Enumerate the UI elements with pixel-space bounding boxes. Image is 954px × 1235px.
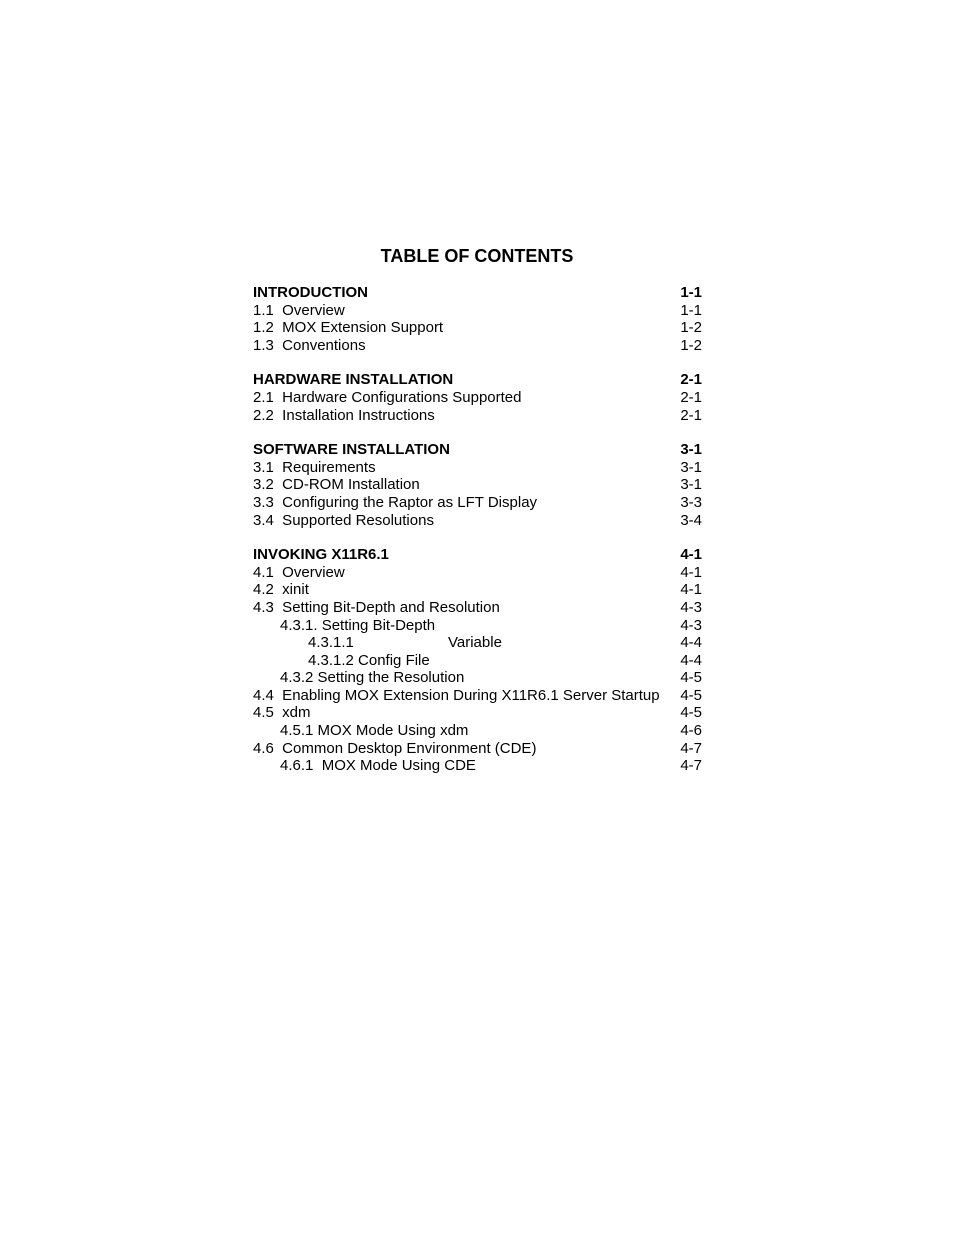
toc-heading-page: 2-1 bbox=[680, 371, 702, 389]
toc-entry[interactable] bbox=[253, 389, 702, 407]
toc-heading-label: SOFTWARE INSTALLATION bbox=[253, 441, 450, 459]
toc-entry-page: 4-3 bbox=[680, 616, 702, 634]
toc-heading-page: 4-1 bbox=[680, 546, 702, 564]
toc-entry-label: 3.1 Requirements bbox=[253, 458, 376, 476]
toc-entry-page: 3-3 bbox=[680, 493, 702, 511]
toc-heading-page: 1-1 bbox=[680, 284, 702, 301]
toc-entry-label: 3.4 Supported Resolutions bbox=[253, 511, 434, 529]
toc-entry-label: 1.1 Overview bbox=[253, 301, 345, 319]
toc-entry[interactable] bbox=[253, 302, 702, 320]
toc-section-hardware-installation bbox=[253, 371, 702, 424]
toc-entry-page: 1-2 bbox=[680, 319, 702, 337]
toc-entry-page: 2-1 bbox=[680, 406, 702, 424]
toc-entry-label bbox=[253, 634, 502, 652]
toc-entry-label: 4.1 Overview bbox=[253, 563, 345, 581]
toc-entry-page: 4-4 bbox=[680, 634, 702, 652]
toc-entry-label: 4.2 xinit bbox=[253, 581, 309, 599]
toc-entry[interactable] bbox=[253, 687, 702, 705]
toc-entry[interactable] bbox=[253, 581, 702, 599]
toc-entry[interactable] bbox=[253, 476, 702, 494]
toc-entry-label: 1.2 MOX Extension Support bbox=[253, 319, 444, 337]
toc-entry[interactable] bbox=[253, 494, 702, 512]
toc-entry-page: 4-4 bbox=[680, 651, 702, 669]
toc-entry-label: 4.6.1 MOX Mode Using CDE bbox=[280, 757, 476, 775]
toc-subentry[interactable] bbox=[253, 757, 702, 775]
toc-entry-label-extra: Variable bbox=[448, 634, 502, 652]
toc-heading[interactable] bbox=[253, 371, 702, 389]
toc-entry-number: 4.3.1.1 bbox=[308, 634, 354, 652]
toc-entry[interactable] bbox=[253, 599, 702, 617]
toc-section-introduction bbox=[253, 284, 702, 354]
toc-entry[interactable] bbox=[253, 740, 702, 758]
toc-entry[interactable] bbox=[253, 407, 702, 425]
toc-entry-label: 2.1 Hardware Configurations Supported bbox=[253, 388, 522, 406]
toc-entry-label: 3.2 CD-ROM Installation bbox=[253, 476, 420, 494]
toc-entry-label: 4.5.1 MOX Mode Using xdm bbox=[280, 722, 469, 740]
toc-entry-page: 1-2 bbox=[680, 336, 702, 354]
toc-entry-label: 4.5 xdm bbox=[253, 704, 311, 722]
table-of-contents bbox=[253, 284, 702, 792]
toc-entry-page: 1-1 bbox=[680, 301, 702, 319]
toc-subentry[interactable] bbox=[253, 669, 702, 687]
toc-heading[interactable] bbox=[253, 441, 702, 459]
toc-entry-page: 4-3 bbox=[680, 598, 702, 616]
toc-entry-label: 4.3 Setting Bit-Depth and Resolution bbox=[253, 598, 500, 616]
toc-entry-label: 3.3 Configuring the Raptor as LFT Display bbox=[253, 493, 538, 511]
toc-heading[interactable] bbox=[253, 284, 702, 302]
toc-entry-label: 4.6 Common Desktop Environment (CDE) bbox=[253, 739, 537, 757]
page-title: TABLE OF CONTENTS bbox=[380, 246, 574, 266]
toc-subentry[interactable] bbox=[253, 722, 702, 740]
toc-entry[interactable] bbox=[253, 459, 702, 477]
toc-entry-page: 4-7 bbox=[680, 757, 702, 775]
toc-subentry[interactable] bbox=[253, 617, 702, 635]
toc-heading-label: INVOKING X11R6.1 bbox=[253, 546, 389, 564]
toc-entry[interactable] bbox=[253, 564, 702, 582]
toc-entry[interactable] bbox=[253, 704, 702, 722]
toc-entry-page: 3-4 bbox=[680, 511, 702, 529]
toc-entry-label: 4.4 Enabling MOX Extension During X11R6.1 Server Startup bbox=[253, 686, 660, 704]
toc-entry[interactable] bbox=[253, 337, 702, 355]
toc-subentry[interactable] bbox=[253, 652, 702, 670]
toc-heading[interactable] bbox=[253, 546, 702, 564]
toc-entry-page: 4-6 bbox=[680, 722, 702, 740]
toc-entry-page: 4-1 bbox=[680, 581, 702, 599]
toc-subentry[interactable] bbox=[253, 634, 702, 652]
toc-entry-label: 1.3 Conventions bbox=[253, 336, 366, 354]
toc-entry-label: 2.2 Installation Instructions bbox=[253, 406, 435, 424]
toc-entry-label: 4.3.1.2 Config File bbox=[308, 651, 430, 669]
toc-section-software-installation bbox=[253, 441, 702, 529]
toc-entry-page: 4-1 bbox=[680, 563, 702, 581]
toc-entry-label: 4.3.2 Setting the Resolution bbox=[280, 669, 465, 687]
toc-entry[interactable] bbox=[253, 319, 702, 337]
toc-heading-page: 3-1 bbox=[680, 441, 702, 459]
toc-section-invoking-x11r6 bbox=[253, 546, 702, 775]
toc-heading-label: HARDWARE INSTALLATION bbox=[253, 371, 454, 389]
toc-entry-page: 3-1 bbox=[680, 458, 702, 476]
toc-entry[interactable] bbox=[253, 512, 702, 530]
toc-heading-label: INTRODUCTION bbox=[253, 284, 368, 301]
toc-entry-page: 4-5 bbox=[680, 686, 702, 704]
toc-entry-page: 4-5 bbox=[680, 704, 702, 722]
toc-entry-page: 3-1 bbox=[680, 476, 702, 494]
toc-entry-page: 4-7 bbox=[680, 739, 702, 757]
toc-entry-label: 4.3.1. Setting Bit-Depth bbox=[280, 616, 436, 634]
toc-entry-page: 2-1 bbox=[680, 388, 702, 406]
toc-entry-page: 4-5 bbox=[680, 669, 702, 687]
